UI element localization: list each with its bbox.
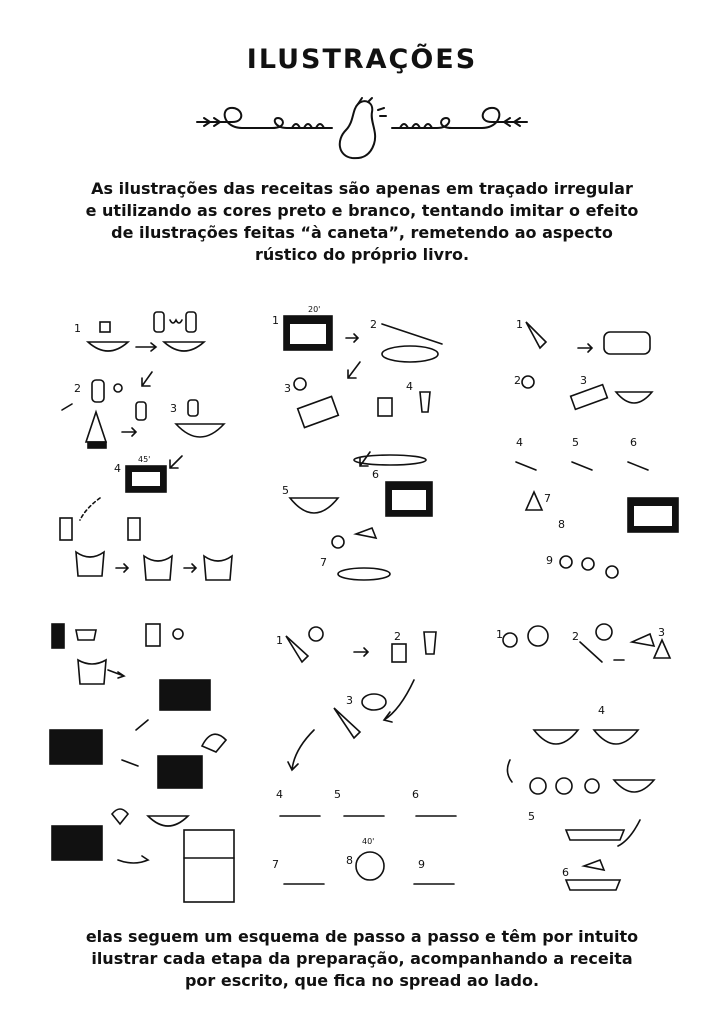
chicken-icon [362, 694, 386, 710]
arrow-icon [122, 760, 138, 766]
recipe-steps-panel-6 [490, 620, 710, 910]
bowl-icon [534, 730, 578, 744]
arrow-icon [108, 670, 124, 678]
cheese-icon [584, 860, 604, 870]
recipe-steps-panel-1 [52, 302, 272, 592]
step-number: 3 [658, 626, 665, 639]
arrow-icon [288, 730, 314, 770]
saucepan-icon [52, 826, 102, 860]
knife-icon [628, 462, 648, 470]
knife-icon [526, 322, 546, 348]
whisk-icon [114, 384, 122, 392]
blender-icon [424, 632, 436, 654]
arrow-icon [354, 648, 368, 656]
baking-dish-icon [566, 830, 624, 840]
recipe-steps-panel-5 [264, 620, 484, 910]
jar-icon [378, 398, 392, 416]
cutting-board-icon [571, 385, 608, 410]
step-number: 6 [630, 436, 637, 449]
step-number: 3 [346, 694, 353, 707]
tomato-icon [606, 566, 618, 578]
step-number: 5 [282, 484, 289, 497]
step-number: 2 [514, 374, 521, 387]
tomato-icon [332, 536, 344, 548]
kettle-icon [202, 734, 226, 752]
step-number: 2 [74, 382, 81, 395]
arrow-icon [118, 856, 148, 863]
arrow-icon [116, 564, 128, 572]
tomato-icon [596, 624, 612, 640]
knife-icon [572, 462, 592, 470]
step-number: 3 [284, 382, 291, 395]
jug-icon [76, 552, 104, 576]
bowl-icon [594, 730, 638, 744]
arrow-icon [507, 760, 512, 782]
blender-icon [420, 392, 430, 412]
whisk-icon [173, 629, 183, 639]
step-number: 9 [546, 554, 553, 567]
lettuce-icon [503, 633, 517, 647]
arrow-icon [122, 428, 136, 436]
arrow-icon [346, 334, 358, 342]
arrow-icon [618, 820, 640, 846]
step-number: 5 [572, 436, 579, 449]
arrow-icon [348, 362, 360, 378]
baking-dish-icon [566, 880, 620, 890]
time-label: 45' [138, 455, 151, 464]
knife-icon [580, 642, 602, 662]
jug-icon [144, 556, 172, 580]
bowl-icon [616, 392, 652, 403]
step-number: 6 [372, 468, 379, 481]
blender-icon [86, 412, 106, 442]
jar-icon [188, 400, 198, 416]
jar-icon [186, 312, 196, 332]
cheese-icon [632, 634, 654, 646]
dough-icon [382, 346, 438, 362]
jar-icon [154, 312, 164, 332]
eggplant-flourish-icon [192, 96, 532, 164]
arrow-icon [184, 564, 196, 572]
cheese-icon [356, 528, 376, 538]
herbs-icon [560, 556, 572, 568]
grater-icon [526, 492, 542, 510]
closing-paragraph: elas seguem um esquema de passo a passo e têm por intuito ilustrar cada etapa da preparação, acompanhando a receita por escrito, que fica no spread ao lado. [85, 927, 639, 990]
bowl-icon [290, 498, 338, 513]
step-number: 4 [598, 704, 605, 717]
knife-icon [516, 462, 536, 470]
saucepan-icon [158, 756, 202, 788]
arrow-icon [578, 344, 592, 352]
saucepan-icon [160, 680, 210, 710]
jar-icon [92, 380, 104, 402]
step-number: 1 [516, 318, 523, 331]
carrot-icon [62, 404, 72, 410]
tomato-icon [585, 779, 599, 793]
step-number: 9 [418, 858, 425, 871]
lettuce-icon [528, 626, 548, 646]
butter-icon [100, 322, 110, 332]
bowl-icon [148, 816, 188, 826]
bowl-icon [614, 780, 654, 792]
milk-carton-icon [60, 518, 72, 540]
step-number: 1 [74, 322, 81, 335]
arrow-icon [384, 680, 414, 722]
step-number: 8 [346, 854, 353, 867]
step-number: 5 [334, 788, 341, 801]
arrow-icon [136, 720, 148, 730]
step-number: 4 [276, 788, 283, 801]
step-number: 1 [276, 634, 283, 647]
intro-paragraph: As ilustrações das receitas são apenas em traçado irregular e utilizando as cores preto e branco, tentando imitar o efeito de ilustrações feitas “à caneta”, remetendo ao aspecto rústico do próprio livro. [85, 179, 639, 264]
timer-icon [356, 852, 384, 880]
lettuce-icon [530, 778, 546, 794]
step-number: 7 [544, 492, 551, 505]
step-number: 6 [412, 788, 419, 801]
pot-icon [604, 332, 650, 354]
dashed-arrow-icon [80, 498, 100, 520]
garlic-icon [294, 378, 306, 390]
step-number: 5 [528, 810, 535, 823]
step-number: 7 [320, 556, 327, 569]
step-number: 8 [558, 518, 565, 531]
step-number: 4 [406, 380, 413, 393]
step-number: 1 [272, 314, 279, 327]
rolling-pin-icon [382, 324, 442, 344]
step-number: 2 [394, 630, 401, 643]
step-number: 6 [562, 866, 569, 879]
page-title: ILUSTRAÇÕES [246, 44, 478, 75]
refrigerator-icon [184, 830, 234, 902]
bottle-icon [136, 402, 146, 420]
bowl-icon [88, 342, 128, 351]
time-label: 20' [308, 305, 321, 314]
cutting-board-icon [298, 396, 339, 427]
recipe-steps-panel-2 [260, 302, 480, 592]
recipe-steps-panel-4 [48, 620, 268, 910]
recipe-steps-panel-3 [496, 302, 716, 592]
step-number: 2 [572, 630, 579, 643]
bowl-icon [112, 809, 128, 824]
step-number: 3 [580, 374, 587, 387]
bowl-icon [176, 424, 224, 437]
step-number: 2 [370, 318, 377, 331]
step-number: 3 [170, 402, 177, 415]
jar-icon [146, 624, 160, 646]
step-number: 4 [516, 436, 523, 449]
eggs-icon [170, 320, 182, 323]
grater-icon [654, 640, 670, 658]
bowl-icon [76, 630, 96, 640]
knife-icon [334, 708, 360, 738]
herbs-icon [522, 376, 534, 388]
step-number: 1 [496, 628, 503, 641]
knife-icon [286, 636, 308, 662]
time-label: 40' [362, 837, 375, 846]
arrow-icon [136, 343, 156, 351]
jug-icon [204, 556, 232, 580]
arrow-icon [170, 456, 182, 468]
saucepan-icon [50, 730, 102, 764]
onion-icon [309, 627, 323, 641]
milk-carton-icon [128, 518, 140, 540]
jar-icon [392, 644, 406, 662]
bowl-icon [164, 342, 204, 351]
step-number: 7 [272, 858, 279, 871]
arrow-icon [142, 372, 152, 386]
step-number: 4 [114, 462, 121, 475]
pizza-icon [338, 568, 390, 580]
jug-icon [78, 660, 106, 684]
milk-carton-icon [52, 624, 64, 648]
